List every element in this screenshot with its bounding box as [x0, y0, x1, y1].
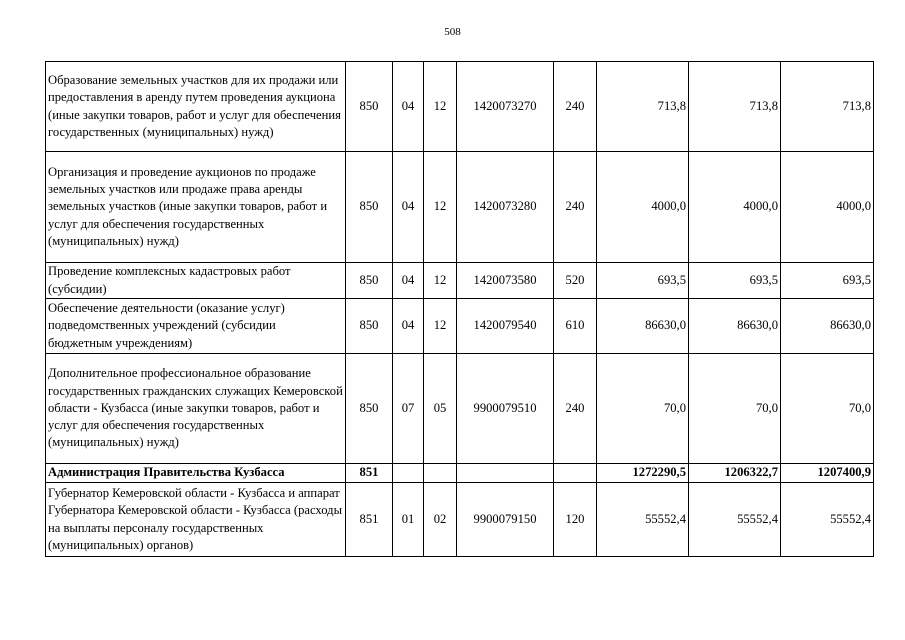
subsection-code: 02 — [424, 483, 457, 557]
subsection-code: 12 — [424, 62, 457, 152]
amount-year-3: 70,0 — [781, 354, 874, 464]
subsection-code: 05 — [424, 354, 457, 464]
row-name: Организация и проведение аукционов по продаже земельных участков или продаже права аренды земельных участков (иные закупки товаров, работ и услуг для обеспечения государственных (муниципальных) нужд) — [46, 152, 346, 263]
row-name: Образование земельных участков для их продажи или предоставления в аренду путем проведения аукциона (иные закупки товаров, работ и услуг для обеспечения государственных (муниципальных) нужд) — [46, 62, 346, 152]
subsection-code — [424, 464, 457, 483]
table-row — [46, 299, 874, 354]
subsection-code: 12 — [424, 263, 457, 299]
table-row — [46, 62, 874, 152]
expense-type-code — [554, 464, 597, 483]
row-name: Администрация Правительства Кузбасса — [46, 464, 346, 483]
table-row — [46, 152, 874, 263]
section-code: 04 — [393, 62, 424, 152]
table-row — [46, 354, 874, 464]
amount-year-2: 4000,0 — [689, 152, 781, 263]
ministry-code: 850 — [346, 299, 393, 354]
target-article-code: 1420073280 — [457, 152, 554, 263]
ministry-code: 850 — [346, 263, 393, 299]
amount-year-1: 1272290,5 — [597, 464, 689, 483]
section-code: 07 — [393, 354, 424, 464]
amount-year-2: 86630,0 — [689, 299, 781, 354]
ministry-code: 850 — [346, 354, 393, 464]
amount-year-1: 55552,4 — [597, 483, 689, 557]
budget-table — [45, 61, 874, 557]
expense-type-code: 520 — [554, 263, 597, 299]
row-name: Обеспечение деятельности (оказание услуг) подведомственных учреждений (субсидии бюджетным учреждениям) — [46, 299, 346, 354]
target-article-code: 9900079510 — [457, 354, 554, 464]
amount-year-1: 70,0 — [597, 354, 689, 464]
expense-type-code: 240 — [554, 152, 597, 263]
amount-year-1: 693,5 — [597, 263, 689, 299]
target-article-code — [457, 464, 554, 483]
amount-year-2: 55552,4 — [689, 483, 781, 557]
amount-year-2: 713,8 — [689, 62, 781, 152]
table-row — [46, 263, 874, 299]
amount-year-1: 713,8 — [597, 62, 689, 152]
amount-year-3: 713,8 — [781, 62, 874, 152]
subsection-code: 12 — [424, 152, 457, 263]
amount-year-3: 55552,4 — [781, 483, 874, 557]
target-article-code: 1420073270 — [457, 62, 554, 152]
ministry-code: 850 — [346, 152, 393, 263]
section-code: 04 — [393, 152, 424, 263]
target-article-code: 1420079540 — [457, 299, 554, 354]
row-name: Проведение комплексных кадастровых работ (субсидии) — [46, 263, 346, 299]
target-article-code: 9900079150 — [457, 483, 554, 557]
amount-year-3: 4000,0 — [781, 152, 874, 263]
amount-year-3: 86630,0 — [781, 299, 874, 354]
section-code: 01 — [393, 483, 424, 557]
expense-type-code: 240 — [554, 354, 597, 464]
amount-year-3: 693,5 — [781, 263, 874, 299]
ministry-code: 851 — [346, 483, 393, 557]
table-row — [46, 464, 874, 483]
section-code: 04 — [393, 263, 424, 299]
expense-type-code: 240 — [554, 62, 597, 152]
amount-year-2: 1206322,7 — [689, 464, 781, 483]
ministry-code: 851 — [346, 464, 393, 483]
amount-year-1: 86630,0 — [597, 299, 689, 354]
amount-year-3: 1207400,9 — [781, 464, 874, 483]
target-article-code: 1420073580 — [457, 263, 554, 299]
row-name: Губернатор Кемеровской области - Кузбасса и аппарат Губернатора Кемеровской области - Кузбасса (расходы на выплаты персоналу государственных (муниципальных) органов) — [46, 483, 346, 557]
ministry-code: 850 — [346, 62, 393, 152]
section-code: 04 — [393, 299, 424, 354]
expense-type-code: 120 — [554, 483, 597, 557]
page-number: 508 — [444, 26, 461, 38]
table-row — [46, 483, 874, 557]
amount-year-2: 70,0 — [689, 354, 781, 464]
expense-type-code: 610 — [554, 299, 597, 354]
row-name: Дополнительное профессиональное образование государственных гражданских служащих Кемеровской области - Кузбасса (иные закупки товаров, работ и услуг для обеспечения государственных (муниципальных) нужд) — [46, 354, 346, 464]
section-code — [393, 464, 424, 483]
amount-year-1: 4000,0 — [597, 152, 689, 263]
subsection-code: 12 — [424, 299, 457, 354]
amount-year-2: 693,5 — [689, 263, 781, 299]
